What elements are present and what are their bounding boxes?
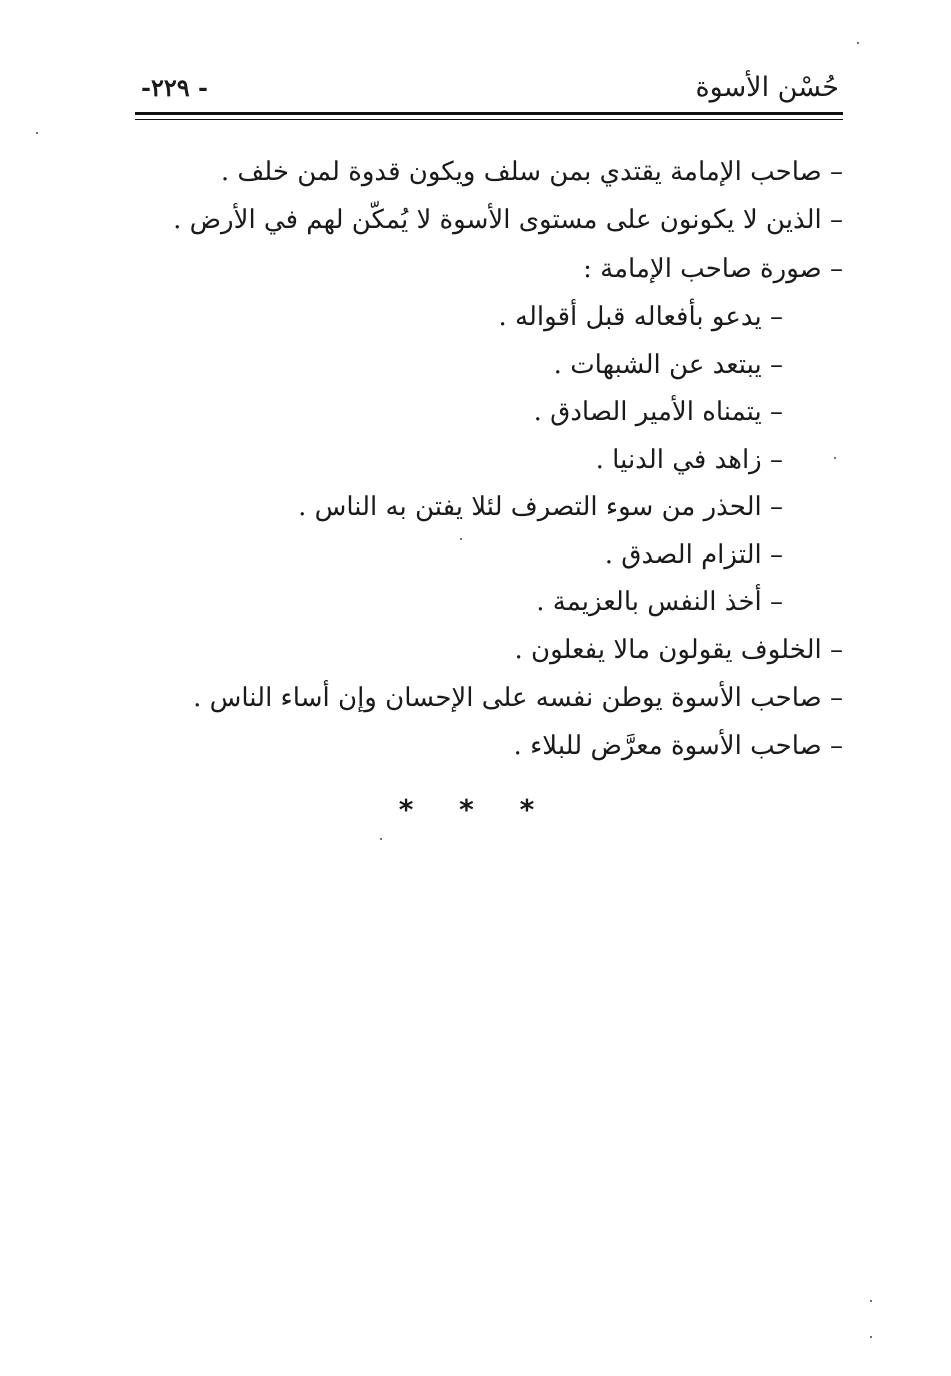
- scan-speck: [857, 42, 859, 44]
- section-separator: * * *: [398, 793, 553, 826]
- scan-speck: [834, 457, 836, 459]
- list-item: – التزام الصدق .: [604, 540, 783, 570]
- list-item: – زاهد في الدنيا .: [595, 445, 783, 475]
- scan-speck: [870, 1336, 872, 1338]
- header-rule-thick: [135, 112, 843, 115]
- text-line: – الذين لا يكونون على مستوى الأسوة لا يُمكّن لهم في الأرض .: [173, 205, 843, 235]
- book-title: حُسْن الأسوة: [695, 72, 839, 103]
- list-item: – أخذ النفس بالعزيمة .: [536, 587, 783, 617]
- scan-speck: [380, 838, 382, 840]
- scan-speck: [870, 1300, 872, 1302]
- page-number: -٢٢٩ -: [141, 73, 208, 102]
- text-line: – صاحب الإمامة يقتدي بمن سلف ويكون قدوة لمن خلف .: [220, 157, 843, 187]
- header-rule-thin: [135, 119, 843, 120]
- running-header: [135, 68, 843, 108]
- text-line: – صاحب الأسوة يوطن نفسه على الإحسان وإن أساء الناس .: [193, 683, 843, 713]
- scan-speck: [460, 538, 462, 540]
- scan-speck: [36, 132, 38, 134]
- list-item: – الحذر من سوء التصرف لئلا يفتن به الناس .: [298, 492, 783, 522]
- list-item: – يدعو بأفعاله قبل أقواله .: [498, 302, 783, 332]
- text-line: – صاحب الأسوة معرَّض للبلاء .: [513, 731, 843, 761]
- list-item: – يبتعد عن الشبهات .: [553, 350, 783, 380]
- text-line: – صورة صاحب الإمامة :: [583, 254, 843, 284]
- text-line: – الخلوف يقولون مالا يفعلون .: [514, 635, 843, 665]
- list-item: – يتمناه الأمير الصادق .: [533, 397, 783, 427]
